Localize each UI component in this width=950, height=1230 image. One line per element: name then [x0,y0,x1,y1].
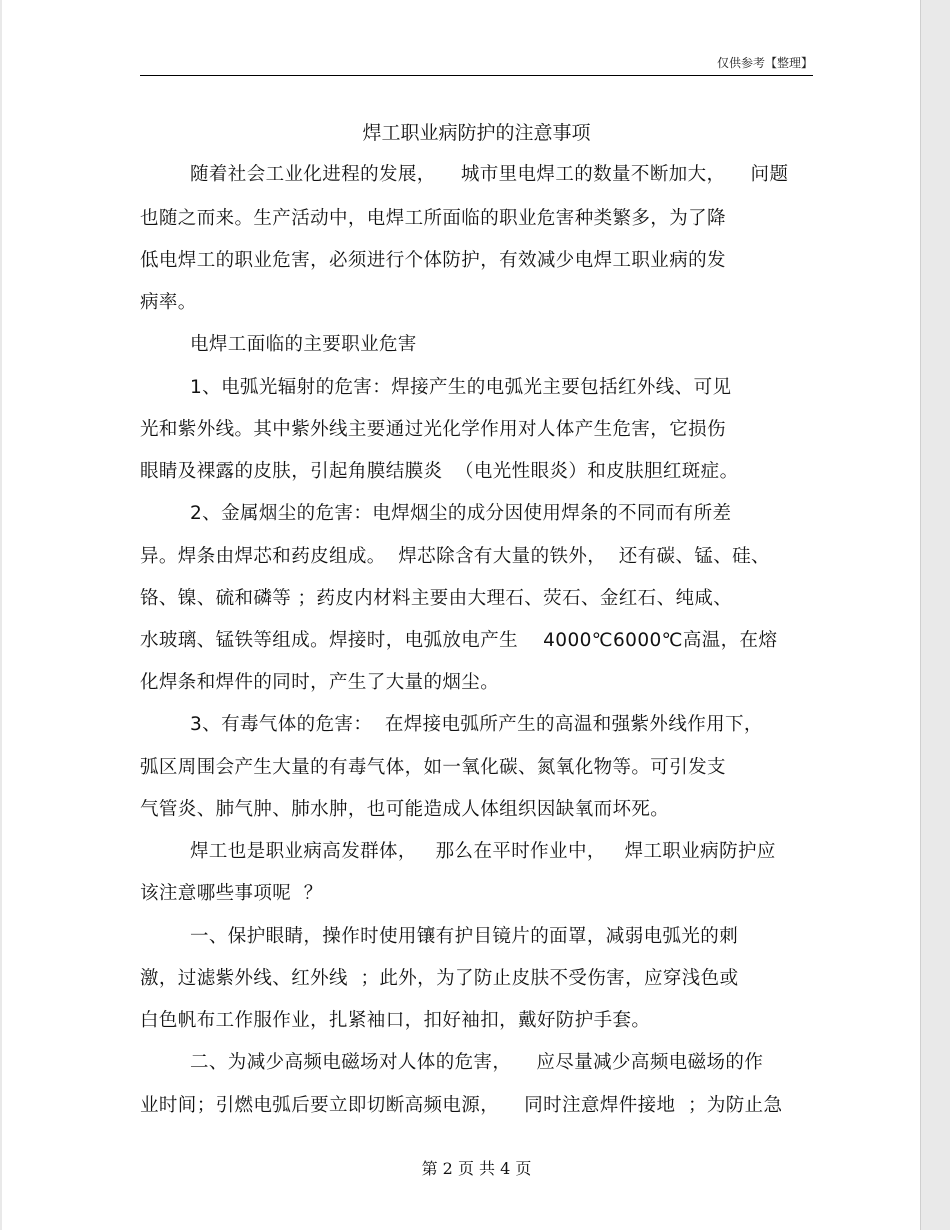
page-footer: 第 2 页 共 4 页 [421,1159,532,1178]
text-line: 低电焊工的职业危害，必须进行个体防护，有效减少电焊工职业病的发 [140,250,726,271]
header-rule [140,75,813,76]
text-line: 焊工也是职业病高发群体， 那么在平时作业中， 焊工职业病防护应 [190,841,776,862]
page-header: 仅供参考【整理】 [716,56,813,70]
text-line: 随着社会工业化进程的发展， 城市里电焊工的数量不断加大， 问题 [190,164,789,185]
text-line: 弧区周围会产生大量的有毒气体，如一氧化碳、氮氧化物等。可引发支 [140,757,726,778]
section-heading: 电焊工面临的主要职业危害 [190,334,417,355]
text-line: 也随之而来。生产活动中，电焊工所面临的职业危害种类繁多，为了降 [140,208,726,229]
text-line: 气管炎、肺气肿、肺水肿，也可能造成人体组织因缺氧而坏死。 [140,799,670,820]
text-line: 异。焊条由焊芯和药皮组成。 焊芯除含有大量的铁外， 还有碳、锰、硅、 [140,546,770,567]
text-line: 1、电弧光辐射的危害：焊接产生的电弧光主要包括红外线、可见 [190,377,732,398]
text-line: 白色帆布工作服作业，扎紧袖口，扣好袖扣，戴好防护手套。 [140,1010,651,1031]
text-line: 3、有毒气体的危害： 在焊接电弧所产生的高温和强紫外线作用下， [190,714,763,735]
text-line: 病率。 [140,292,197,313]
text-line: 一、保护眼睛，操作时使用镶有护目镜片的面罩，减弱电弧光的刺 [190,926,739,947]
text-line: 水玻璃、锰铁等组成。焊接时，电弧放电产生 4000℃6000℃高温，在熔 [140,630,778,651]
text-line: 激，过滤紫外线、红外线 ；此外，为了防止皮肤不受伤害，应穿浅色或 [140,968,739,989]
text-line: 铬、镍、硫和磷等 ；药皮内材料主要由大理石、荧石、金红石、纯咸、 [140,588,733,609]
text-line: 化焊条和焊件的同时，产生了大量的烟尘。 [140,672,500,693]
text-line: 二、为减少高频电磁场对人体的危害， 应尽量减少高频电磁场的作 [190,1052,764,1073]
text-line: 眼睛及裸露的皮肤，引起角膜结膜炎 （电光性眼炎）和皮肤胆红斑症。 [140,461,739,482]
text-line: 业时间；引燃电弧后要立即切断高频电源， 同时注意焊件接地 ；为防止急 [140,1095,783,1116]
text-line: 该注意哪些事项呢 ？ [140,883,323,904]
document-page [2,0,921,1230]
document-title: 焊工职业病防护的注意事项 [362,122,591,144]
text-line: 光和紫外线。其中紫外线主要通过光化学作用对人体产生危害，它损伤 [140,419,726,440]
text-line: 2、金属烟尘的危害：电焊烟尘的成分因使用焊条的不同而有所差 [190,503,732,524]
